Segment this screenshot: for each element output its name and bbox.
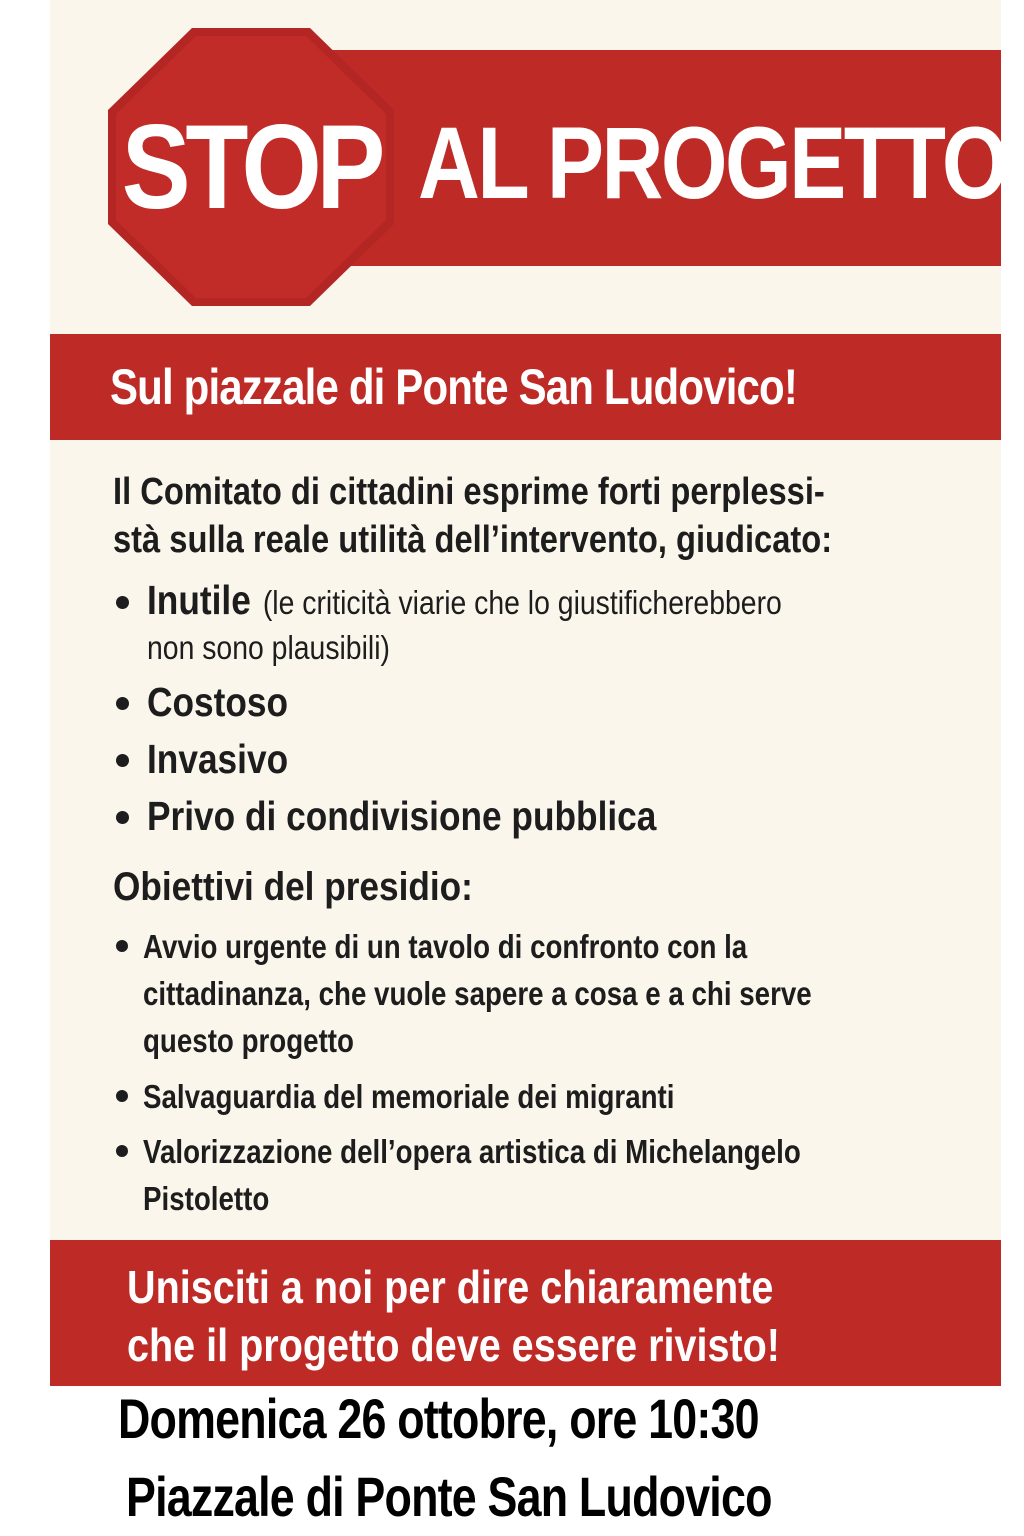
- criticism-item: [147, 576, 885, 627]
- intro-line: stà sulla reale utilità dell’intervento, giudicato:: [113, 519, 833, 561]
- criticism-item: [147, 792, 739, 840]
- objective-line: Salvaguardia del memoriale dei migranti: [143, 1078, 675, 1115]
- objective-line: Avvio urgente di un tavolo di confronto con la: [143, 928, 748, 965]
- event-date-time: [118, 1384, 919, 1454]
- criticism-label: Costoso: [147, 679, 289, 725]
- criticism-item: [147, 735, 311, 783]
- objective-line: Valorizzazione dell’opera artistica di Michelangelo: [143, 1133, 801, 1170]
- criticism-label: Invasivo: [147, 736, 289, 782]
- bullet-dot-icon: [116, 754, 129, 767]
- cta-line: Unisciti a noi per dire chiaramente: [127, 1261, 774, 1313]
- stop-sign-icon: [108, 28, 394, 306]
- objectives-heading: Obiettivi del presidio:: [113, 865, 473, 909]
- criticism-label: Privo di condivisione pubblica: [147, 793, 657, 839]
- call-to-action: [127, 1258, 987, 1374]
- subtitle: Sul piazzale di Ponte San Ludovico!: [110, 359, 798, 415]
- headline: AL PROGETTO: [418, 106, 1006, 220]
- objective-line: questo progetto: [143, 1022, 354, 1059]
- cta-line: che il progetto deve essere rivisto!: [127, 1319, 780, 1371]
- bullet-dot-icon: [116, 697, 129, 710]
- event-location-text: Piazzale di Ponte San Ludovico: [126, 1465, 772, 1528]
- event-date-time-text: Domenica 26 ottobre, ore 10:30: [118, 1387, 759, 1450]
- objective-line: Pistoletto: [143, 1180, 270, 1217]
- bullet-dot-icon: [116, 596, 129, 609]
- objective-item: [143, 1073, 776, 1120]
- criticism-note: (le criticità viarie che lo giustificherebbero: [262, 584, 782, 621]
- criticism-note: non sono plausibili): [147, 629, 390, 666]
- intro-paragraph: [113, 468, 993, 564]
- bullet-dot-icon: [116, 811, 129, 824]
- bullet-dot-icon: [116, 940, 128, 952]
- objective-item: [143, 923, 939, 1064]
- criticism-label: Inutile: [147, 577, 251, 623]
- objective-item: [143, 1128, 926, 1222]
- bullet-dot-icon: [116, 1090, 128, 1102]
- intro-line: Il Comitato di cittadini esprime forti perplessi-: [113, 471, 825, 513]
- event-location: [126, 1462, 933, 1532]
- bullet-dot-icon: [116, 1145, 128, 1157]
- criticism-item: [147, 678, 311, 726]
- criticism-note-cont: [147, 624, 430, 672]
- stop-label: STOP: [121, 100, 381, 234]
- objective-line: cittadinanza, che vuole sapere a cosa e a chi serve: [143, 975, 812, 1012]
